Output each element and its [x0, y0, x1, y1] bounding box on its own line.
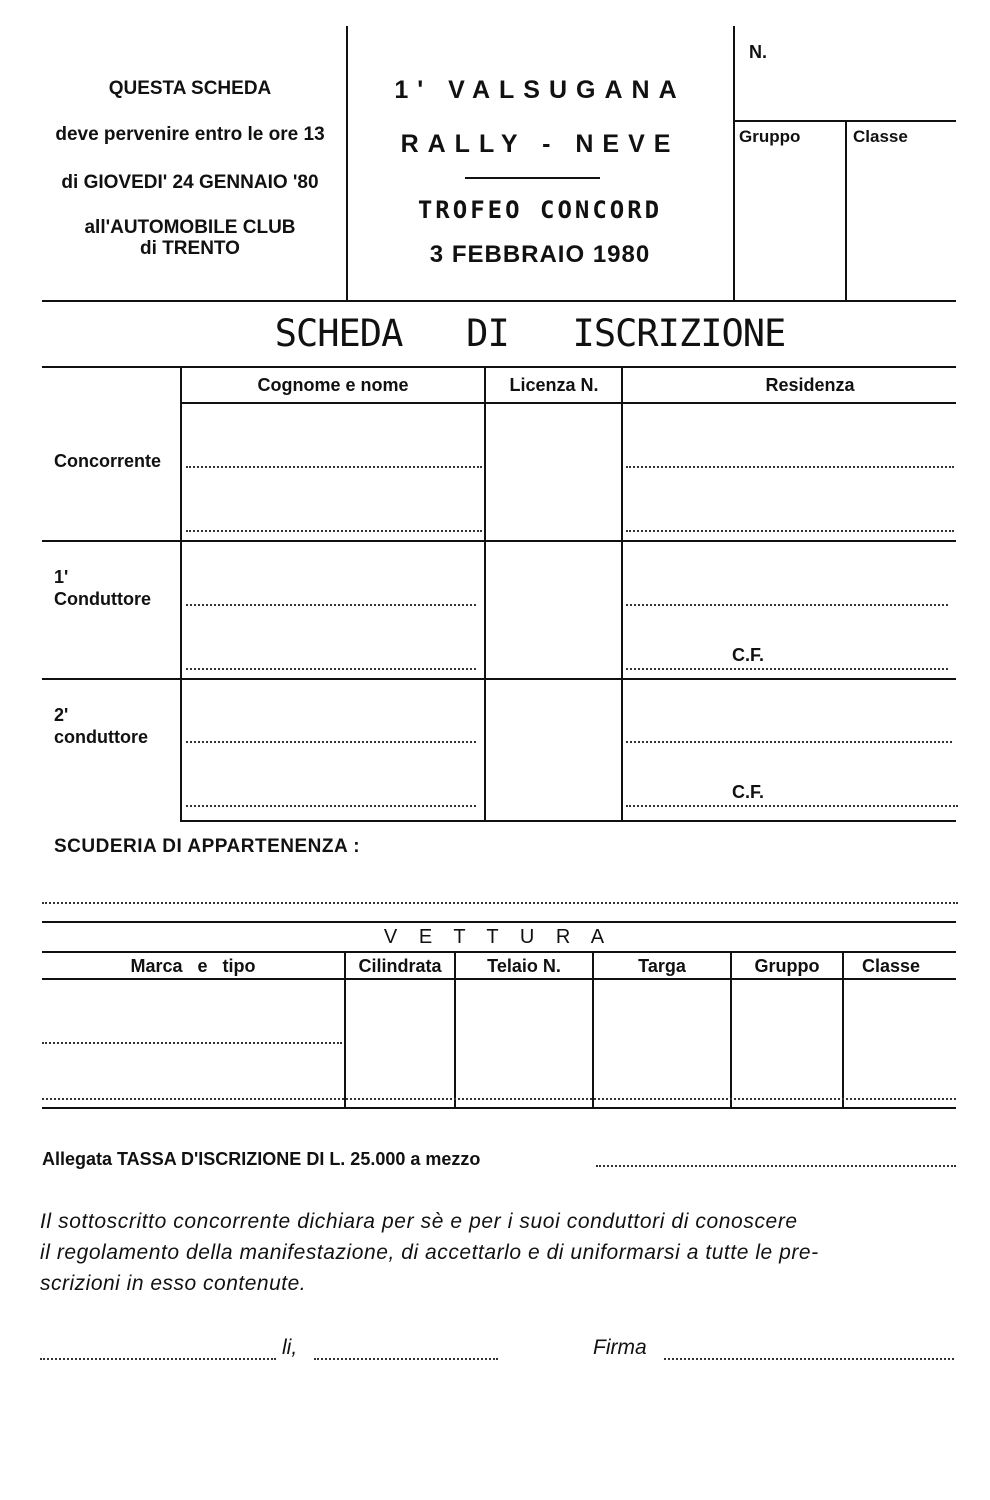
signature-line[interactable] — [664, 1358, 954, 1360]
col-marca-tipo: Marca e tipo — [130, 956, 256, 976]
driver2-name-line-1[interactable] — [186, 741, 476, 743]
form-title: SCHEDA DI ISCRIZIONE — [274, 312, 786, 355]
gruppo-label: Gruppo — [739, 127, 801, 146]
scuderia-line[interactable] — [42, 902, 958, 904]
row-label-concorrente: Concorrente — [54, 451, 162, 471]
col-divider-3 — [621, 366, 623, 820]
row-label-1-conduttore: Conduttore — [54, 589, 151, 609]
fee-method-line[interactable] — [596, 1165, 956, 1167]
driver1-residence-line[interactable] — [626, 604, 948, 606]
place-line[interactable] — [40, 1358, 276, 1360]
declaration-line-2: il regolamento della manifestazione, di accettarlo e di uniformarsi a tutte le pre- — [40, 1241, 819, 1264]
vehicle-title: V E T T U R A — [383, 926, 613, 948]
driver1-name-line-2[interactable] — [186, 668, 476, 670]
driver1-name-line-1[interactable] — [186, 604, 476, 606]
driver2-cf-line[interactable] — [626, 805, 958, 807]
col-residence-header: Residenza — [765, 375, 855, 395]
row-2-bottom-rule — [42, 678, 956, 680]
col-license-header: Licenza N. — [509, 375, 599, 395]
vehicle-bottom-rule — [42, 1107, 956, 1109]
scuderia-bottom-rule — [42, 921, 956, 923]
number-label: N. — [749, 42, 767, 62]
vehicle-divider-1 — [344, 951, 346, 1108]
concorrente-residence-line-1[interactable] — [626, 466, 954, 468]
col-cilindrata: Cilindrata — [358, 956, 442, 976]
table-header-rule — [180, 402, 956, 404]
vehicle-divider-3 — [592, 951, 594, 1108]
concorrente-residence-line-2[interactable] — [626, 530, 954, 532]
driver1-cf-line[interactable] — [626, 668, 948, 670]
notice-line-2: deve pervenire entro le ore 13 — [55, 124, 325, 145]
header-divider-1 — [346, 26, 348, 302]
col-divider-2 — [484, 366, 486, 820]
col-telaio: Telaio N. — [487, 956, 561, 976]
event-title: 1' VALSUGANA — [394, 76, 686, 104]
declaration-line-1: Il sottoscritto concorrente dichiara per sè e per i suoi conduttori di conoscere — [40, 1210, 798, 1233]
vehicle-divider-2 — [454, 951, 456, 1108]
notice-line-3: di GIOVEDI' 24 GENNAIO '80 — [61, 172, 319, 193]
col-name-header: Cognome e nome — [257, 375, 409, 395]
vehicle-divider-5 — [842, 951, 844, 1108]
place-suffix: li, — [282, 1336, 298, 1359]
col-divider-1 — [180, 366, 182, 820]
event-subtitle: RALLY - NEVE — [400, 130, 680, 158]
fee-line: Allegata TASSA D'ISCRIZIONE DI L. 25.000 a mezzo — [42, 1149, 481, 1169]
col-targa: Targa — [638, 956, 686, 976]
concorrente-name-line-1[interactable] — [186, 466, 482, 468]
table-bottom-rule — [180, 820, 956, 822]
col-gruppo: Gruppo — [754, 956, 820, 976]
notice-line-1: QUESTA SCHEDA — [108, 78, 272, 99]
row-label-1-number: 1' — [54, 567, 69, 587]
row-1-bottom-rule — [42, 540, 956, 542]
vehicle-data-line[interactable] — [42, 1098, 956, 1100]
vehicle-header-rule — [42, 978, 956, 980]
col-classe: Classe — [861, 956, 921, 976]
notice-line-5: di TRENTO — [140, 238, 240, 259]
row-label-2-number: 2' — [54, 705, 69, 725]
declaration-line-3: scrizioni in esso contenute. — [40, 1272, 307, 1295]
event-trophy: TROFEO CONCORD — [417, 196, 663, 224]
row-label-2-conduttore: conduttore — [54, 727, 148, 747]
notice-line-4: all'AUTOMOBILE CLUB — [84, 217, 296, 238]
classe-label: Classe — [853, 127, 908, 146]
driver2-name-line-2[interactable] — [186, 805, 476, 807]
signature-label: Firma — [593, 1336, 647, 1359]
vehicle-make-line-1[interactable] — [42, 1042, 342, 1044]
event-separator — [465, 177, 600, 179]
driver1-cf-label: C.F. — [732, 645, 765, 665]
date-line[interactable] — [314, 1358, 498, 1360]
gruppo-classe-divider — [845, 121, 847, 302]
concorrente-name-line-2[interactable] — [186, 530, 482, 532]
event-date: 3 FEBBRAIO 1980 — [429, 241, 651, 268]
header-divider-2 — [733, 26, 735, 302]
scuderia-label: SCUDERIA DI APPARTENENZA : — [54, 836, 361, 857]
vehicle-divider-4 — [730, 951, 732, 1108]
header-bottom-rule — [42, 300, 956, 302]
driver2-cf-label: C.F. — [732, 782, 765, 802]
driver2-residence-line[interactable] — [626, 741, 952, 743]
vehicle-top-rule — [42, 951, 956, 953]
